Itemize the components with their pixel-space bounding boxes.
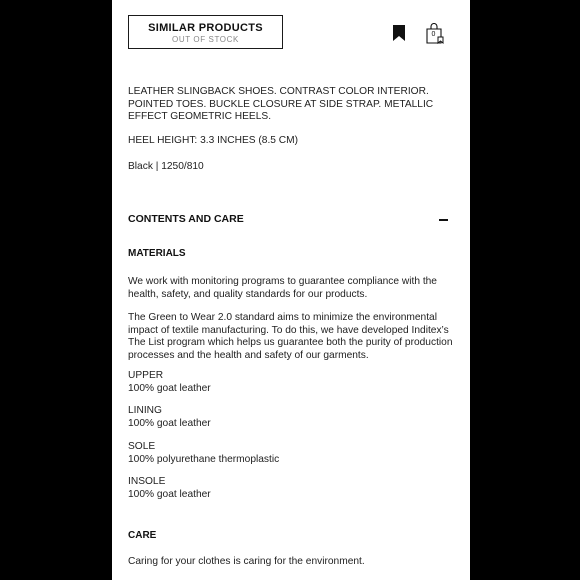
bag-count: 0 — [431, 31, 436, 38]
material-composition-insole: 100% goat leather — [128, 489, 211, 500]
similar-products-button[interactable] — [128, 15, 283, 49]
material-composition-upper: 100% goat leather — [128, 383, 211, 394]
care-title: CARE — [128, 530, 157, 541]
shopping-bag-button[interactable] — [426, 23, 444, 44]
collapse-minus-icon[interactable] — [439, 219, 448, 221]
material-part-insole: INSOLE — [128, 476, 166, 487]
product-detail-panel — [112, 0, 470, 580]
material-part-lining: LINING — [128, 405, 162, 416]
similar-products-label: SIMILAR PRODUCTS — [148, 22, 263, 34]
out-of-stock-label: OUT OF STOCK — [172, 35, 239, 44]
color-reference: Black | 1250/810 — [128, 161, 204, 172]
contents-and-care-title[interactable]: CONTENTS AND CARE — [128, 213, 244, 225]
product-description: LEATHER SLINGBACK SHOES. CONTRAST COLOR INTERIOR. POINTED TOES. BUCKLE CLOSURE AT SIDE STRAP. METALLIC EFFECT GEOMETRIC HEELS. — [128, 86, 434, 122]
heel-height: HEEL HEIGHT: 3.3 INCHES (8.5 CM) — [128, 135, 299, 146]
care-text: Caring for your clothes is caring for the environment. — [128, 556, 365, 567]
material-part-upper: UPPER — [128, 370, 164, 381]
monitoring-paragraph: We work with monitoring programs to guarantee compliance with the health, safety, and quality standards for our products. — [128, 276, 437, 300]
material-composition-lining: 100% goat leather — [128, 418, 211, 429]
material-part-sole: SOLE — [128, 441, 156, 452]
material-composition-sole: 100% polyurethane thermoplastic — [128, 454, 280, 465]
green-to-wear-paragraph: The Green to Wear 2.0 standard aims to minimize the environmental impact of textile manufacturing. To do this, we have developed Inditex’s The List program which helps us guarantee both the purity of production processes and the health and safety of our garments. — [128, 312, 453, 361]
bookmark-icon[interactable] — [393, 25, 405, 41]
materials-title: MATERIALS — [128, 248, 186, 259]
